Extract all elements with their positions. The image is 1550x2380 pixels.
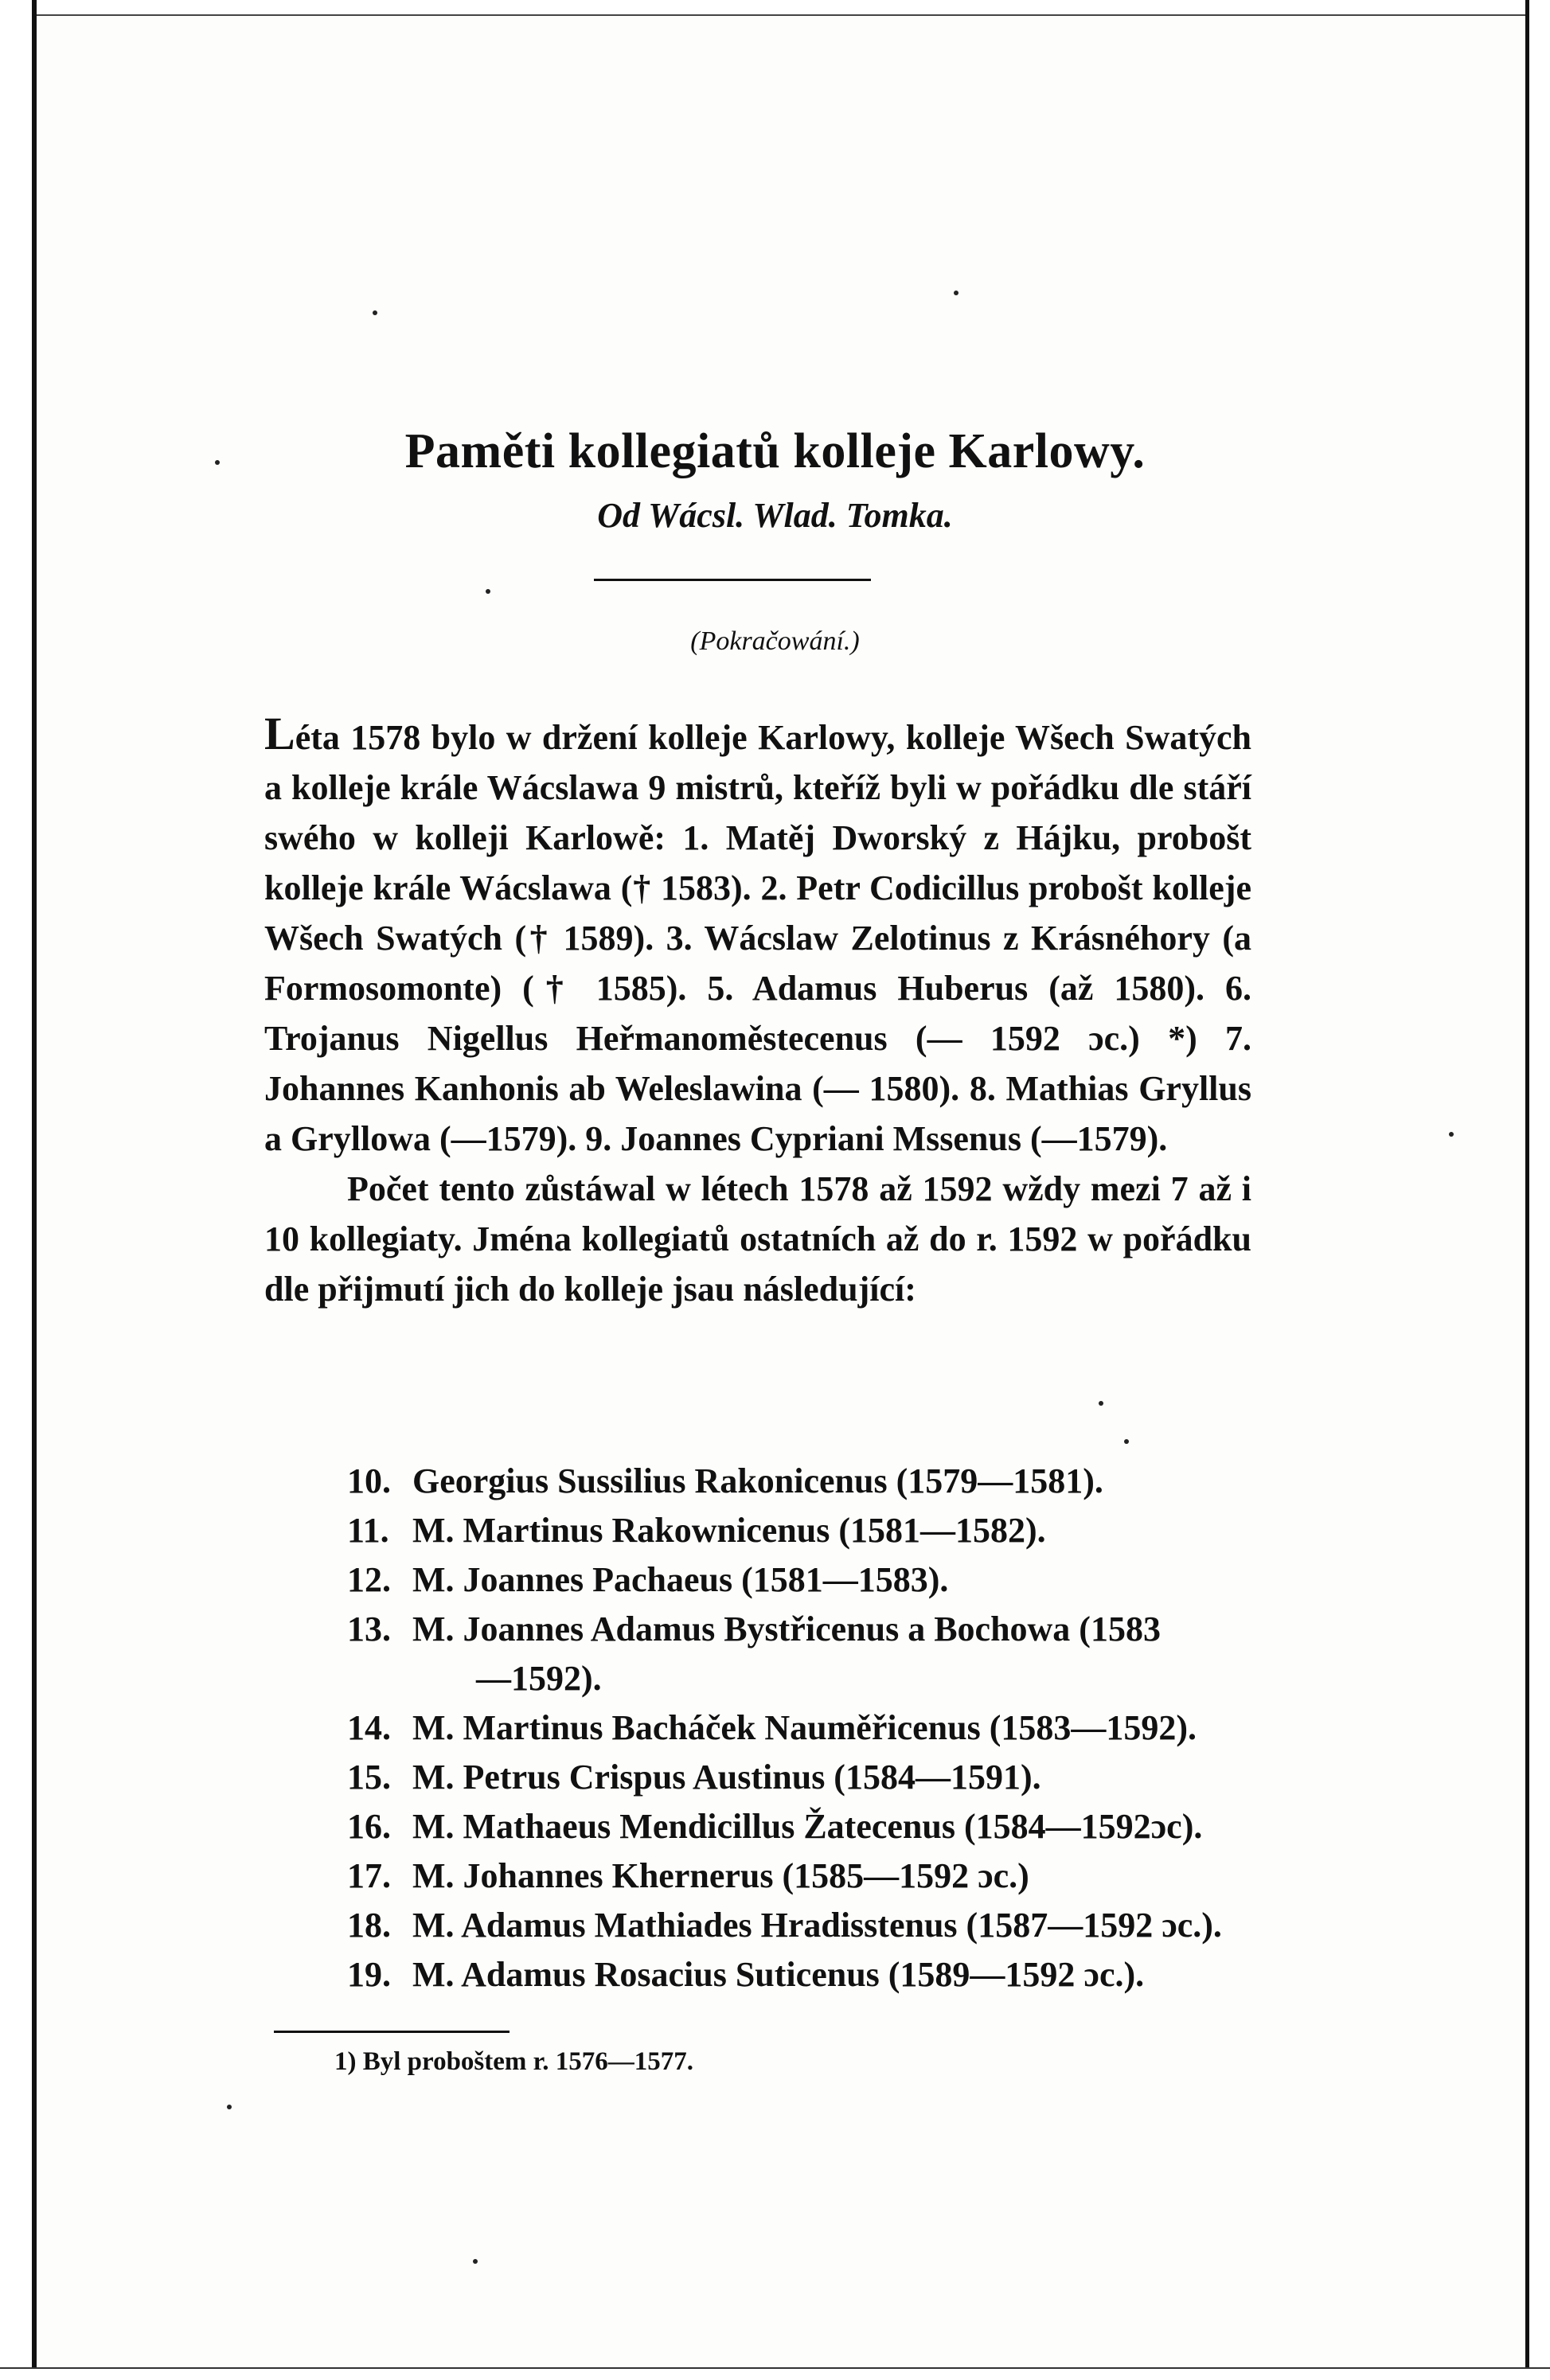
list-item-number: 16.: [347, 1807, 391, 1846]
list-item: [347, 1802, 1255, 1851]
scan-edge-left: [0, 0, 37, 2380]
list-item: [347, 1605, 1255, 1654]
list-item: [347, 1851, 1255, 1901]
list-item: [347, 1555, 1255, 1605]
scan-speck: [473, 2259, 478, 2264]
list-item-number: 11.: [347, 1511, 389, 1550]
list-item: [347, 1506, 1255, 1555]
paragraph-first: Léta 1578 bylo w držení kolleje Karlowy, kolleje Wšech Swatých a kolleje krále Wácslawa 9 mistrů, kteříž byli w pořádku dle stáří swého w kolleji Karlowě: 1. Matěj Dworský z Hájku, probošt kolleje krále Wácslawa († 1583). 2. Petr Codicillus probošt kolleje Wšech Swatých († 1589). 3. Wácslaw Zelotinus z Krásnéhory (a Formosomonte) († 1585). 5. Adamus Huberus (až 1580). 6. Trojanus Nigellus Heřmanoměstecenus (— 1592 ɔc.) *) 7. Johannes Kanhonis ab Weleslawina (— 1580). 8. Mathias Gryllus a Gryllowa (—1579). 9. Joannes Cypriani Mssenus (—1579).: [264, 708, 1251, 1158]
continuation-note: (Pokračowání.): [690, 626, 860, 656]
article-author: Od Wácsl. Wlad. Tomka.: [597, 496, 953, 535]
scan-speck: [1099, 1401, 1103, 1406]
list-item-number: 17.: [347, 1856, 391, 1895]
list-item-text: M. Joannes Pachaeus (1581—1583).: [412, 1560, 949, 1599]
list-item-number: 10.: [347, 1461, 391, 1500]
scan-edge-bottom: [0, 2367, 1550, 2380]
scan-speck: [373, 310, 377, 315]
scan-speck: [954, 291, 959, 295]
scan-speck: [1449, 1132, 1454, 1137]
list-item-number: 13.: [347, 1609, 391, 1648]
list-item: [347, 1703, 1255, 1753]
list-item-text: M. Adamus Mathiades Hradisstenus (1587—1592 ɔc.).: [412, 1906, 1222, 1945]
list-item-number: 15.: [347, 1758, 391, 1797]
list-item-continuation: —1592).: [476, 1659, 602, 1698]
paragraph-second: Počet tento zůstáwal w létech 1578 až 1592 wždy mezi 7 až i 10 kollegiaty. Jména kollegiatů ostatních až do r. 1592 w pořádku dle přijmutí jich do kolleje jsau následující:: [264, 1169, 1251, 1309]
list-item-text: M. Petrus Crispus Austinus (1584—1591).: [412, 1758, 1041, 1797]
list-item-text: Georgius Sussilius Rakonicenus (1579—1581).: [412, 1461, 1103, 1500]
article-title: Paměti kollegiatů kolleje Karlowy.: [404, 423, 1146, 478]
list-item-text: M. Martinus Rakownicenus (1581—1582).: [412, 1511, 1046, 1550]
list-item-number: 12.: [347, 1560, 391, 1599]
body-text: [264, 708, 1251, 1314]
list-item-text: M. Martinus Bacháček Nauměřicenus (1583—1592).: [412, 1708, 1197, 1747]
list-item: [347, 1457, 1255, 1506]
scan-edge-right: [1525, 0, 1550, 2380]
list-item-number: 19.: [347, 1955, 391, 1994]
list-item: [347, 1901, 1255, 1950]
footnote-divider: [274, 2031, 510, 2033]
scan-speck: [1124, 1439, 1129, 1444]
list-item-number: 18.: [347, 1906, 391, 1945]
footnote: 1) Byl proboštem r. 1576—1577.: [334, 2047, 694, 2076]
scan-speck: [227, 2105, 232, 2109]
list-item: [347, 1950, 1255, 2000]
scan-edge-top: [0, 0, 1550, 16]
list-item-text: M. Johannes Khernerus (1585—1592 ɔc.): [412, 1856, 1029, 1895]
list-item-text: M. Joannes Adamus Bystřicenus a Bochowa (1583: [412, 1609, 1161, 1648]
collegiate-list: [347, 1457, 1255, 2000]
list-item-text: M. Adamus Rosacius Suticenus (1589—1592 ɔc.).: [412, 1955, 1145, 1994]
list-item-number: 14.: [347, 1708, 391, 1747]
list-item-text: M. Mathaeus Mendicillus Žatecenus (1584—1592ɔc).: [412, 1807, 1203, 1846]
list-item: [347, 1753, 1255, 1802]
scan-speck: [486, 589, 490, 594]
title-divider: [594, 579, 871, 581]
